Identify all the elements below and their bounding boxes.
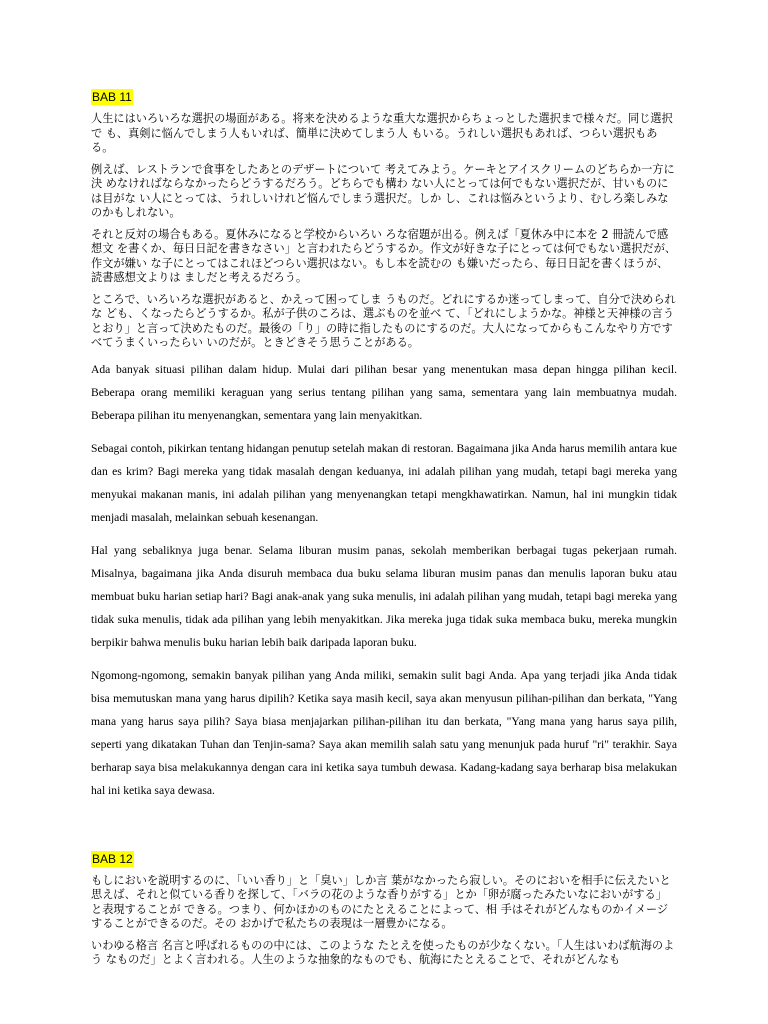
chapter-12-heading-wrap [91,850,677,868]
bab12-jp-paragraph-1: もしにおいを説明するのに、「いい香り」と「臭い」しか言 葉がなかったら寂しい。そのにおいを相手に伝えたいと思えば、それと似ている香りを探して、「バラの花のような香りがする」とか「卵が腐ったみたいなにおいがする」と表現することが できる。つまり、何かほかのものにたとえることによって、相 手はそれがどんなものかイメージすることができるのだ。その おかげで私たちの表現は一層豊かになる。 [91,873,671,930]
bab11-id-paragraph-3: Hal yang sebaliknya juga benar. Selama liburan musim panas, sekolah memberikan berbagai tugas pekerjaan rumah. Misalnya, bagaimana jika Anda disuruh membaca dua buku selama liburan musim panas dan menulis laporan buku atau membuat buku harian setiap hari? Bagi anak-anak yang suka menulis, ini adalah pilihan yang mudah, tetapi bagi mereka yang tidak suka menulis, tidak ada pilihan yang lebih menyakitkan. Jika mereka juga tidak suka membaca buku, mereka mungkin berpikir bahwa menulis buku harian lebih baik daripada laporan buku. [91,543,677,649]
bab12-jp-paragraph-2: いわゆる格言 名言と呼ばれるものの中には、このような たとえを使ったものが少なくない。「人生はいわば航海のよう なものだ」とよく言われる。人生のような抽象的なものでも、航海にたとえることで、それがどんなも [91,938,675,966]
chapter-12-heading: BAB 12 [92,851,133,866]
document-page [91,88,677,975]
bab11-id-paragraph-2: Sebagai contoh, pikirkan tentang hidangan penutup setelah makan di restoran. Bagaimana jika Anda harus memilih antara kue dan es krim? Bagi mereka yang tidak masalah dengan keduanya, ini adalah pilihan yang mudah, tetapi bagi mereka yang menyukai makanan manis, ini adalah pilihan yang menyenangkan tetapi mengkhawatirkan. Namun, hal ini mungkin tidak menjadi masalah, melainkan sebuah kesenangan. [91,441,677,524]
bab11-jp-paragraph-3: それと反対の場合もある。夏休みになると学校からいろい ろな宿題が出る。例えば「夏休み中に本を 2 冊読んで感想文 を書くか、毎日日記を書きなさい」と言われたらどうするか。作文が好きな子にとっては何でもない選択だが、作文が嫌い な子にとってはこれほどつらい選択はない。もし本を読むの も嫌いだったら、毎日日記を書くほうが、読書感想文よりは ましだと考えるだろう。 [91,227,677,284]
bab11-jp-paragraph-1: 人生にはいろいろな選択の場面がある。将来を決めるような重大な選択からちょっとした選択まで様々だ。同じ選択で も、真剣に悩んでしまう人もいれば、簡単に決めてしまう人 もいる。うれしい選択もあれば、つらい選択もある。 [91,112,673,154]
bab11-id-paragraph-4: Ngomong-ngomong, semakin banyak pilihan yang Anda miliki, semakin sulit bagi Anda. Apa yang terjadi jika Anda tidak bisa memutuskan mana yang harus dipilih? Ketika saya masih kecil, saya akan menyusun pilihan-pilihan dan berkata, "Yang mana yang harus saya pilih? Saya biasa menjajarkan pilihan-pilihan itu dan berkata, "Yang mana yang harus saya pilih, seperti yang dikatakan Tuhan dan Tenjin-sama? Saya akan memilih salah satu yang menunjuk pada huruf "ri" terakhir. Saya berharap saya bisa melakukannya dengan cara ini ketika saya tumbuh dewasa. Kadang-kadang saya berharap bisa melakukan hal ini ketika saya dewasa. [91,668,677,797]
chapter-11-heading: BAB 11 [92,90,132,104]
bab11-jp-paragraph-2: 例えば、レストランで食事をしたあとのデザートについて 考えてみよう。ケーキとアイスクリームのどちらか一方に決 めなければならなかったらどうするだろう。どちらでも構わ ない人にとっては何でもない選択だが、甘いものには目がな い人にとっては、うれしいけれど悩んでしまう選択だ。しか し、これは悩みというより、むしろ楽しみなのかもしれない。 [91,162,675,219]
bab11-jp-paragraph-4: ところで、いろいろな選択があると、かえって困ってしま うものだ。どれにするか迷ってしまって、自分で決められな ども、くなったらどうするか。私が子供のころは、選ぶものを並べ て、「どれにしようかな。神様と天神様の言うとおり」と言って決めたものだ。最後の「り」の時に指したものにするのだ。大人になってからもこんなやり方ですべてうまくいったらい いのだが。ときどきそう思うことがある。 [91,292,676,349]
chapter-11-heading-wrap [91,88,677,106]
bab11-id-paragraph-1: Ada banyak situasi pilihan dalam hidup. Mulai dari pilihan besar yang menentukan masa depan hingga pilihan kecil. Beberapa orang memiliki keraguan yang serius tentang pilihan yang sama, sementara yang lain membuatnya mudah. Beberapa pilihan itu menyenangkan, sementara yang lain menyakitkan. [91,362,677,422]
